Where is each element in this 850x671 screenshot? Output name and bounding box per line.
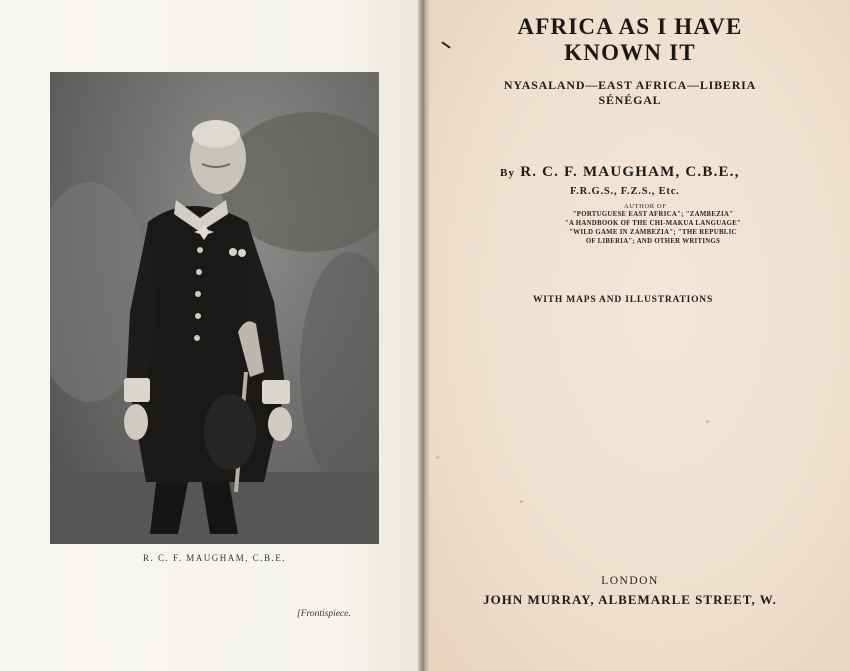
title-line-1: AFRICA AS I HAVE [517, 14, 743, 39]
publication-place: LONDON [601, 575, 659, 587]
author-name: R. C. F. MAUGHAM, C.B.E., [520, 164, 740, 180]
subtitle-line-1: NYASALAND—EAST AFRICA—LIBERIA [503, 78, 757, 92]
byline-prefix: By [500, 167, 516, 179]
paper-speck [436, 456, 439, 459]
other-works-list [533, 210, 773, 246]
frontispiece-portrait-photo [50, 72, 379, 544]
paper-speck [520, 500, 523, 503]
works-line-1: "PORTUGUESE EAST AFRICA"; "ZAMBEZIA" [572, 211, 734, 218]
book-gutter [418, 0, 430, 671]
title-line-2: KNOWN IT [564, 40, 696, 65]
works-line-4: OF LIBERIA"; AND OTHER WRITINGS [585, 238, 721, 245]
publisher-imprint: JOHN MURRAY, ALBEMARLE STREET, W. [483, 592, 777, 607]
book-title [430, 14, 830, 66]
portrait-caption: R. C. F. MAUGHAM, C.B.E. [142, 553, 287, 563]
illustrations-note: WITH MAPS AND ILLUSTRATIONS [533, 295, 714, 305]
book-subtitle [430, 78, 830, 108]
portrait-illustration [50, 72, 379, 544]
author-of-label: AUTHOR OF [624, 203, 667, 210]
subtitle-line-2: SÉNÉGAL [598, 93, 662, 107]
paper-speck [706, 420, 709, 423]
works-line-3: "WILD GAME IN ZAMBEZIA"; "THE REPUBLIC [569, 229, 737, 236]
works-line-2: "A HANDBOOK OF THE CHI-MAKUA LANGUAGE" [564, 220, 742, 227]
author-degrees: F.R.G.S., F.Z.S., Etc. [570, 186, 680, 197]
author-byline [500, 164, 740, 181]
frontispiece-note: [Frontispiece. [297, 609, 351, 619]
